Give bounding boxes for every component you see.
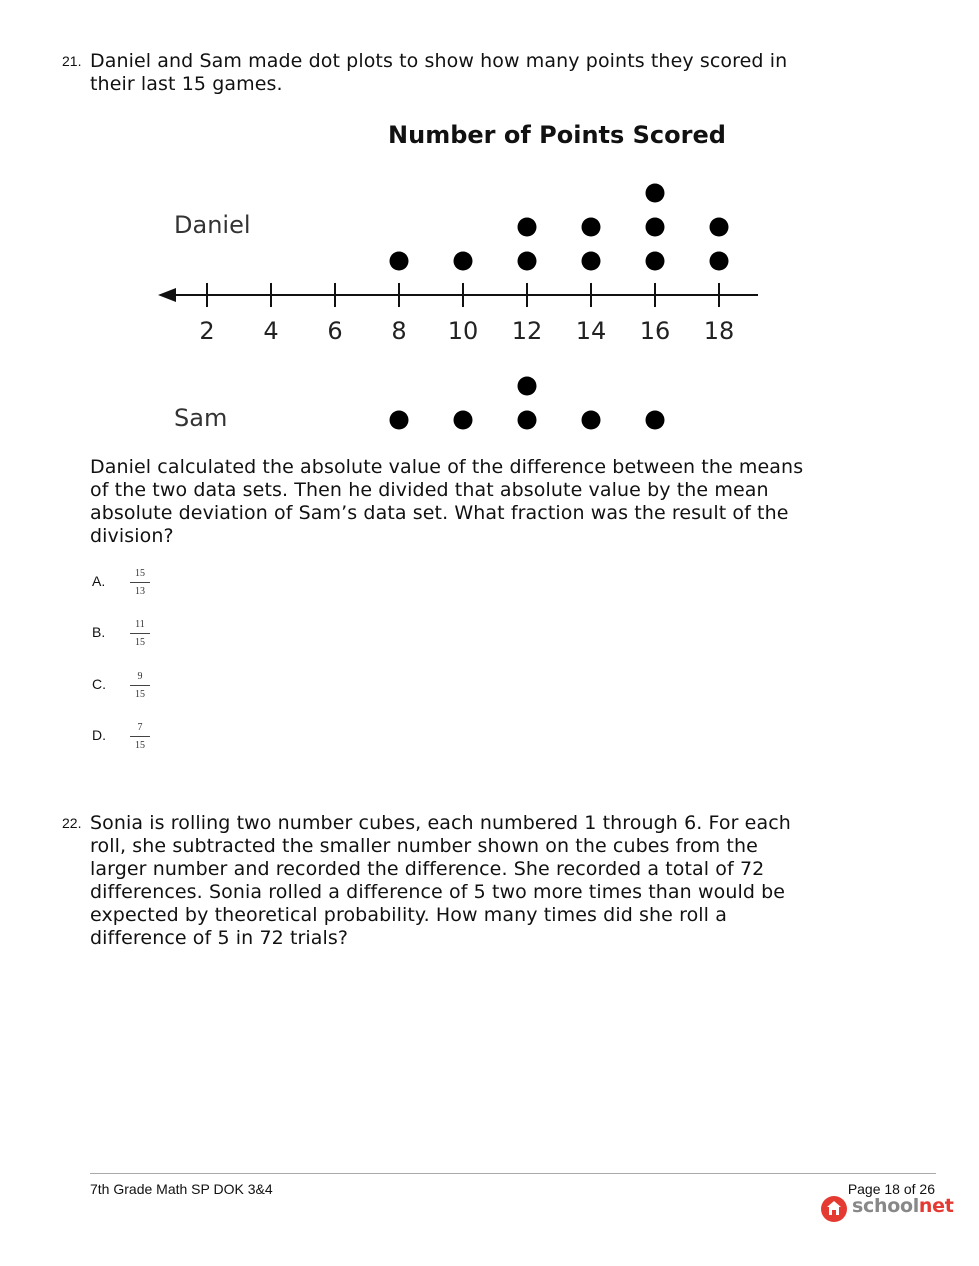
- numerator: 7: [137, 722, 143, 733]
- fraction-bar: [130, 633, 150, 634]
- choice-c[interactable]: [92, 671, 292, 707]
- fraction-bar: [130, 582, 150, 583]
- dot-sam: [518, 411, 537, 430]
- footer-divider: [90, 1173, 936, 1174]
- dot-sam: [454, 411, 473, 430]
- choice-letter: C.: [92, 676, 106, 692]
- denominator: 15: [135, 637, 145, 648]
- denominator: 15: [135, 689, 145, 700]
- fraction-bar: [130, 685, 150, 686]
- dot-daniel: [710, 252, 729, 271]
- numerator: 15: [135, 568, 145, 579]
- footer-title: 7th Grade Math SP DOK 3&4: [90, 1181, 273, 1197]
- question-21-text: Daniel calculated the absolute value of the difference between the means of the two data sets. Then he divided that absolute value by the mean absolute deviation of Sam’s data set. What fraction was the result of the division?: [90, 456, 804, 547]
- tick-label: 18: [703, 317, 735, 345]
- dot-daniel: [518, 252, 537, 271]
- dot-daniel: [710, 218, 729, 237]
- choice-letter: D.: [92, 727, 106, 743]
- series-label-daniel: Daniel: [174, 211, 251, 239]
- question-21-prompt: Daniel and Sam made dot plots to show how many points they scored in their last 15 games.: [90, 50, 788, 95]
- fraction: [130, 671, 150, 701]
- left-arrow-icon: [158, 288, 176, 302]
- dot-daniel: [646, 218, 665, 237]
- question-22-prompt: Sonia is rolling two number cubes, each numbered 1 through 6. For each roll, she subtracted the smaller number shown on the cubes from the larger number and recorded the difference. She recorded a total of 72 differences. Sonia rolled a difference of 5 two more times than would be expected by theoretical probability. How many times did she roll a difference of 5 in 72 trials?: [90, 812, 791, 949]
- tick-label: 14: [575, 317, 607, 345]
- dot-sam: [518, 377, 537, 396]
- denominator: 15: [135, 740, 145, 751]
- dot-sam: [646, 411, 665, 430]
- tick-label: 6: [327, 317, 343, 345]
- dot-plot: [0, 0, 979, 460]
- fraction: [130, 619, 150, 649]
- choice-a[interactable]: [92, 568, 292, 604]
- choice-letter: B.: [92, 624, 106, 640]
- chart-title: Number of Points Scored: [388, 121, 726, 149]
- dot-sam: [582, 411, 601, 430]
- house-icon: [820, 1195, 848, 1223]
- logo-text: schoolnet: [852, 1195, 954, 1217]
- tick-label: 2: [199, 317, 215, 345]
- numerator: 9: [137, 671, 143, 682]
- denominator: 13: [135, 586, 145, 597]
- tick-label: 4: [263, 317, 279, 345]
- choice-b[interactable]: [92, 619, 292, 655]
- dot-daniel: [582, 252, 601, 271]
- dot-daniel: [582, 218, 601, 237]
- fraction: [130, 568, 150, 598]
- series-label-sam: Sam: [174, 404, 228, 432]
- question-number-22: 22.: [62, 815, 82, 831]
- tick-label: 8: [391, 317, 407, 345]
- schoolnet-logo: [820, 1195, 954, 1223]
- dot-daniel: [454, 252, 473, 271]
- dot-daniel: [518, 218, 537, 237]
- fraction-bar: [130, 736, 150, 737]
- dot-daniel: [646, 184, 665, 203]
- tick-label: 16: [639, 317, 671, 345]
- fraction: [130, 722, 150, 752]
- numerator: 11: [135, 619, 145, 630]
- tick-label: 10: [447, 317, 479, 345]
- choice-letter: A.: [92, 573, 106, 589]
- tick-label: 12: [511, 317, 543, 345]
- choice-d[interactable]: [92, 722, 292, 758]
- dot-daniel: [646, 252, 665, 271]
- question-number-21: 21.: [62, 53, 82, 69]
- page-number: Page 18 of 26: [847, 1181, 935, 1197]
- dot-daniel: [390, 252, 409, 271]
- dot-sam: [390, 411, 409, 430]
